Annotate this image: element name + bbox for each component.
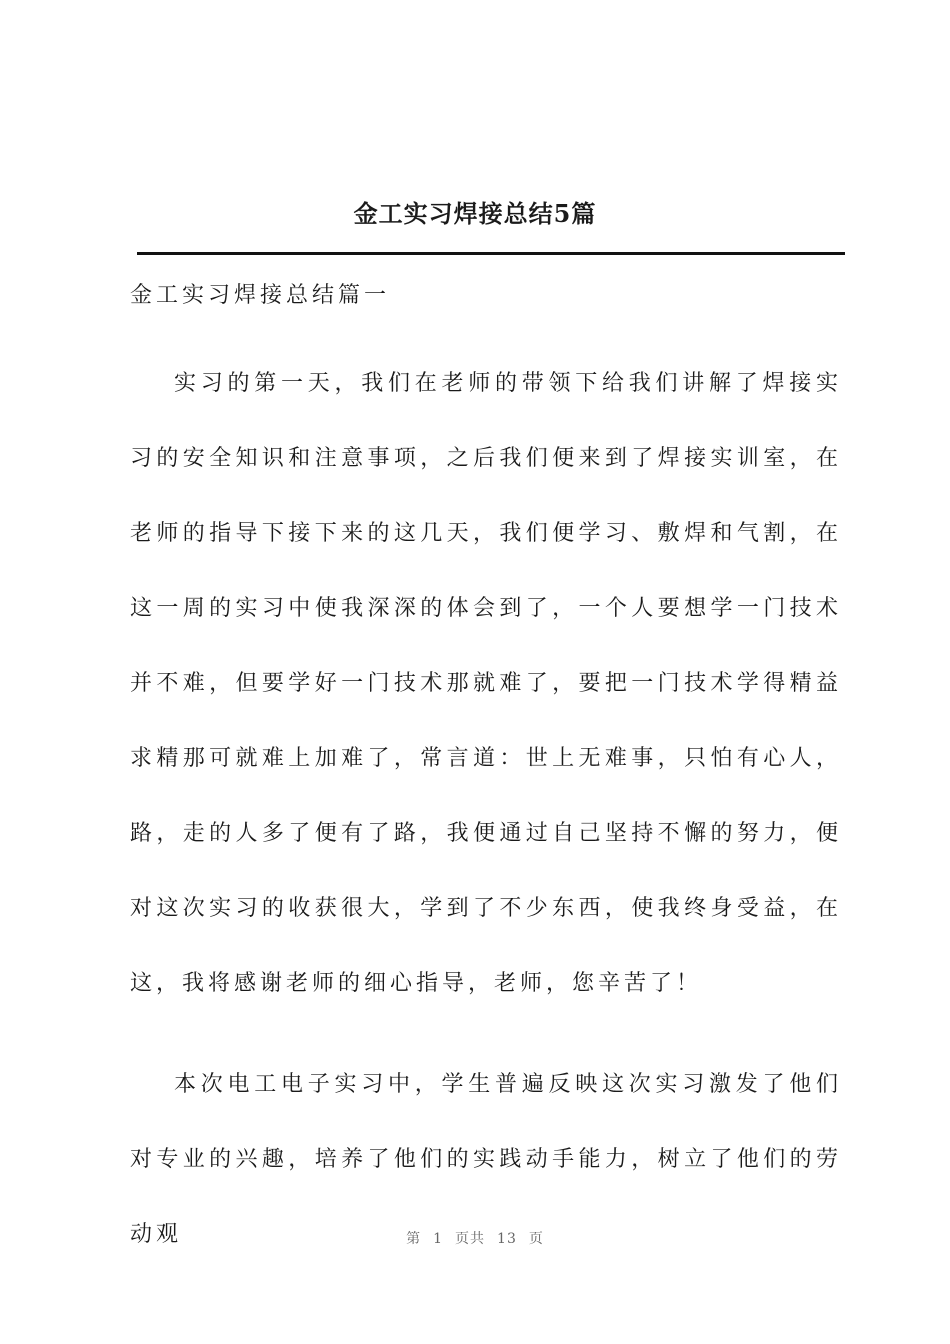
paragraph-2: 本次电工电子实习中，学生普遍反映这次实习激发了他们对专业的兴趣，培养了他们的实践动手能力，树立了他们的劳动观 [130, 1072, 842, 1247]
title-divider [137, 252, 845, 255]
footer-total-pages: 13 [497, 1231, 517, 1247]
footer-middle: 页共 [455, 1231, 486, 1247]
page-footer [0, 1228, 950, 1248]
section-heading: 金工实习焊接总结篇一 [130, 283, 391, 308]
document-title: 金工实习焊接总结5篇 [353, 199, 597, 228]
footer-prefix: 第 [406, 1231, 422, 1247]
document-body [130, 272, 842, 1272]
footer-suffix: 页 [528, 1231, 544, 1247]
paragraph-1: 实习的第一天，我们在老师的带领下给我们讲解了焊接实习的安全知识和注意事项，之后我们便来到了焊接实训室，在老师的指导下接下来的这几天，我们便学习、敷焊和气割，在这一周的实习中使我深深的体会到了，一个人要想学一门技术并不难，但要学好一门技术那就难了，要把一门技术学得精益求精那可就难上加难了，常言道：世上无难事，只怕有心人，路，走的人多了便有了路，我便通过自己坚持不懈的努力，便对这次实习的收获很大，学到了不少东西，使我终身受益，在这，我将感谢老师的细心指导，老师，您辛苦了！ [130, 371, 842, 996]
footer-current-page: 1 [433, 1231, 444, 1247]
